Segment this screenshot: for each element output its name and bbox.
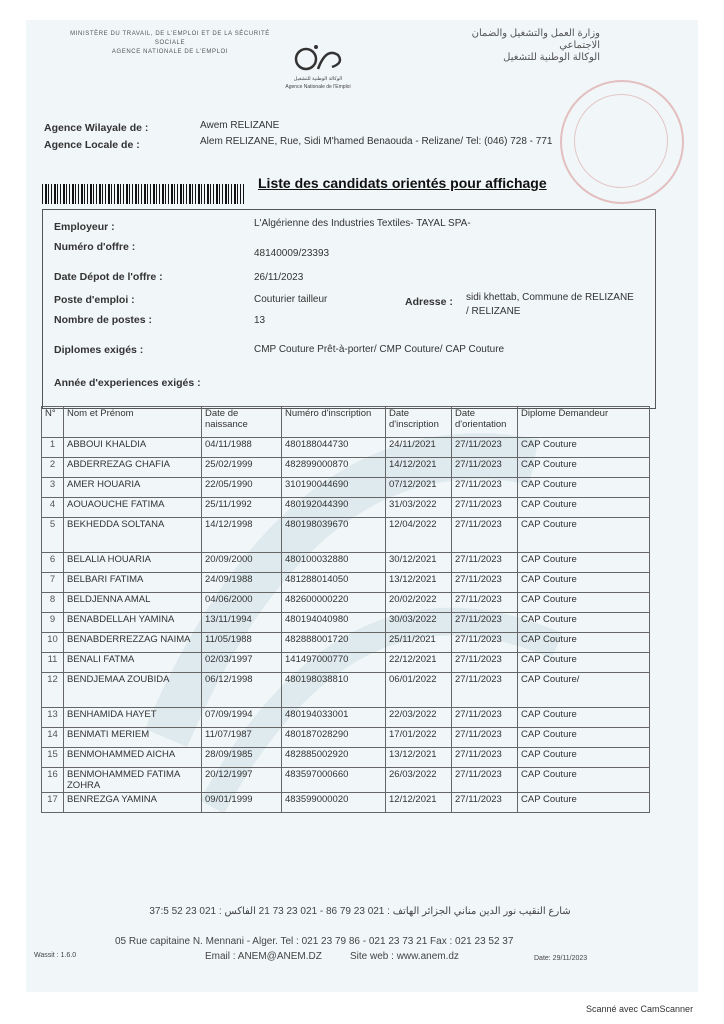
table-row <box>42 573 650 593</box>
table-body <box>42 438 650 813</box>
offer-date-label: Date Dépot de l'offre : <box>54 271 163 283</box>
cell-birthdate: 24/09/1988 <box>202 573 282 593</box>
cell-registration-number: 480188044730 <box>282 438 386 458</box>
agency-name-ar: الوكالة الوطنية للتشغيل <box>503 52 600 63</box>
logo-caption-fr: Agence Nationale de l'Emploi <box>285 84 351 90</box>
positions-value: 13 <box>254 315 266 326</box>
cell-registration-date: 25/11/2021 <box>386 633 452 653</box>
logo-caption-ar: الوكالة الوطنية للتشغيل <box>293 76 343 82</box>
cell-birthdate: 25/11/1992 <box>202 498 282 518</box>
cell-registration-date: 31/03/2022 <box>386 498 452 518</box>
cell-number: 7 <box>42 573 64 593</box>
cell-diploma: CAP Couture <box>518 748 650 768</box>
official-stamp-inner <box>574 94 668 188</box>
ministry-name-fr: MINISTÈRE DU TRAVAIL, DE L'EMPLOI ET DE LA SÉCURITÉ SOCIALE <box>70 31 270 46</box>
cell-name: BENABDELLAH YAMINA <box>64 613 202 633</box>
table-header-row <box>42 407 650 438</box>
cell-registration-number: 481288014050 <box>282 573 386 593</box>
cell-diploma: CAP Couture <box>518 708 650 728</box>
table-row <box>42 728 650 748</box>
cell-number: 15 <box>42 748 64 768</box>
cell-birthdate: 28/09/1985 <box>202 748 282 768</box>
cell-name: BENALI FATMA <box>64 653 202 673</box>
cell-registration-number: 480198039670 <box>282 518 386 553</box>
cell-registration-date: 06/01/2022 <box>386 673 452 708</box>
table-row <box>42 768 650 793</box>
table-row <box>42 653 650 673</box>
footer-website[interactable]: Site web : www.anem.dz <box>350 951 459 962</box>
cell-orientation-date: 27/11/2023 <box>452 708 518 728</box>
cell-diploma: CAP Couture <box>518 458 650 478</box>
footer-email[interactable]: Email : ANEM@ANEM.DZ <box>205 951 322 962</box>
cell-birthdate: 11/07/1987 <box>202 728 282 748</box>
cell-registration-number: 483599000020 <box>282 793 386 813</box>
cell-number: 2 <box>42 458 64 478</box>
cell-registration-number: 482885002920 <box>282 748 386 768</box>
table-row <box>42 708 650 728</box>
cell-birthdate: 06/12/1998 <box>202 673 282 708</box>
cell-name: ABBOUI KHALDIA <box>64 438 202 458</box>
cell-name: BENMOHAMMED FATIMA ZOHRA <box>64 768 202 793</box>
cell-diploma: CAP Couture <box>518 553 650 573</box>
table-row <box>42 458 650 478</box>
cell-registration-date: 07/12/2021 <box>386 478 452 498</box>
cell-orientation-date: 27/11/2023 <box>452 518 518 553</box>
cell-orientation-date: 27/11/2023 <box>452 438 518 458</box>
cell-orientation-date: 27/11/2023 <box>452 768 518 793</box>
cell-birthdate: 11/05/1988 <box>202 633 282 653</box>
cell-registration-number: 310190044690 <box>282 478 386 498</box>
post-label: Poste d'emploi : <box>54 294 135 306</box>
footer-arabic-line: شارع النقيب نور الدين مناني الجزائر الهاتف : 021 23 79 86 - 021 23 73 21 الفاكس : 021 23 52 37:5 <box>149 906 571 917</box>
table-row <box>42 593 650 613</box>
cell-birthdate: 04/11/1988 <box>202 438 282 458</box>
cell-number: 5 <box>42 518 64 553</box>
ministry-header-fr <box>70 30 270 57</box>
col-header-orientation-date: Date d'orientation <box>452 407 518 438</box>
table-row <box>42 478 650 498</box>
wilayale-value: Awem RELIZANE <box>200 120 280 131</box>
diplomas-label: Diplomes exigés : <box>54 344 144 356</box>
cell-diploma: CAP Couture <box>518 518 650 553</box>
cell-name: ABDERREZAG CHAFIA <box>64 458 202 478</box>
cell-diploma: CAP Couture <box>518 653 650 673</box>
cell-registration-date: 13/12/2021 <box>386 748 452 768</box>
col-header-name: Nom et Prénom <box>64 407 202 438</box>
col-header-registration-number: Numéro d'inscription <box>282 407 386 438</box>
cell-birthdate: 14/12/1998 <box>202 518 282 553</box>
cell-name: BELBARI FATIMA <box>64 573 202 593</box>
ministry-name-ar: وزارة العمل والتشغيل والضمان الاجتماعي <box>471 28 600 51</box>
cell-registration-date: 13/12/2021 <box>386 573 452 593</box>
cell-orientation-date: 27/11/2023 <box>452 633 518 653</box>
cell-name: BELDJENNA AMAL <box>64 593 202 613</box>
agency-name-fr: AGENCE NATIONALE DE L'EMPLOI <box>111 49 229 55</box>
cell-diploma: CAP Couture/ <box>518 673 650 708</box>
cell-name: BENABDERREZZAG NAIMA <box>64 633 202 653</box>
cell-orientation-date: 27/11/2023 <box>452 653 518 673</box>
cell-diploma: CAP Couture <box>518 593 650 613</box>
cell-orientation-date: 27/11/2023 <box>452 458 518 478</box>
cell-diploma: CAP Couture <box>518 498 650 518</box>
cell-name: BENDJEMAA ZOUBIDA <box>64 673 202 708</box>
cell-orientation-date: 27/11/2023 <box>452 498 518 518</box>
col-header-diploma: Diplome Demandeur <box>518 407 650 438</box>
address-value-2: / RELIZANE <box>466 306 521 317</box>
cell-number: 10 <box>42 633 64 653</box>
cell-registration-date: 22/12/2021 <box>386 653 452 673</box>
table-row <box>42 673 650 708</box>
cell-birthdate: 22/05/1990 <box>202 478 282 498</box>
cell-number: 16 <box>42 768 64 793</box>
scanner-credit: Scanné avec CamScanner <box>586 1004 694 1014</box>
cell-orientation-date: 27/11/2023 <box>452 553 518 573</box>
experience-label: Année d'experiences exigés : <box>54 377 201 389</box>
cell-registration-number: 482888001720 <box>282 633 386 653</box>
cell-name: BENREZGA YAMINA <box>64 793 202 813</box>
cell-registration-date: 30/12/2021 <box>386 553 452 573</box>
cell-birthdate: 07/09/1994 <box>202 708 282 728</box>
locale-label: Agence Locale de : <box>44 139 140 151</box>
offer-number-label: Numéro d'offre : <box>54 241 136 253</box>
footer-date: Date: 29/11/2023 <box>534 955 588 962</box>
offer-number-value: 48140009/23393 <box>254 248 330 259</box>
offer-date-value: 26/11/2023 <box>254 272 304 283</box>
cell-registration-date: 14/12/2021 <box>386 458 452 478</box>
table-row <box>42 633 650 653</box>
cell-registration-date: 20/02/2022 <box>386 593 452 613</box>
cell-registration-date: 24/11/2021 <box>386 438 452 458</box>
cell-diploma: CAP Couture <box>518 728 650 748</box>
cell-number: 12 <box>42 673 64 708</box>
address-value-1: sidi khettab, Commune de RELIZANE <box>466 292 634 303</box>
cell-registration-date: 22/03/2022 <box>386 708 452 728</box>
wilayale-label: Agence Wilayale de : <box>44 122 149 134</box>
cell-birthdate: 20/09/2000 <box>202 553 282 573</box>
footer-version: Wassit : 1.6.0 <box>34 952 77 959</box>
cell-registration-number: 483597000660 <box>282 768 386 793</box>
table-row <box>42 553 650 573</box>
table-row <box>42 793 650 813</box>
cell-diploma: CAP Couture <box>518 793 650 813</box>
footer-address: 05 Rue capitaine N. Mennani - Alger. Tel : 021 23 79 86 - 021 23 73 21 Fax : 021 23 52 37 <box>115 936 514 947</box>
employer-label: Employeur : <box>54 221 115 233</box>
cell-registration-number: 480192044390 <box>282 498 386 518</box>
employer-value: L'Algérienne des Industries Textiles- TAYAL SPA- <box>254 218 471 229</box>
cell-diploma: CAP Couture <box>518 768 650 793</box>
cell-orientation-date: 27/11/2023 <box>452 728 518 748</box>
cell-number: 17 <box>42 793 64 813</box>
cell-registration-number: 480198038810 <box>282 673 386 708</box>
address-label: Adresse : <box>405 296 453 308</box>
cell-registration-number: 480194033001 <box>282 708 386 728</box>
barcode <box>42 184 244 204</box>
diplomas-value: CMP Couture Prêt-à-porter/ CMP Couture/ CAP Couture <box>254 344 505 355</box>
cell-name: AMER HOUARIA <box>64 478 202 498</box>
cell-diploma: CAP Couture <box>518 438 650 458</box>
cell-birthdate: 20/12/1997 <box>202 768 282 793</box>
cell-orientation-date: 27/11/2023 <box>452 478 518 498</box>
cell-registration-date: 17/01/2022 <box>386 728 452 748</box>
cell-registration-number: 480194040980 <box>282 613 386 633</box>
cell-orientation-date: 27/11/2023 <box>452 613 518 633</box>
table-row <box>42 518 650 553</box>
col-header-birthdate: Date de naissance <box>202 407 282 438</box>
cell-registration-number: 482600000220 <box>282 593 386 613</box>
cell-registration-date: 30/03/2022 <box>386 613 452 633</box>
cell-registration-date: 12/12/2021 <box>386 793 452 813</box>
cell-orientation-date: 27/11/2023 <box>452 793 518 813</box>
ministry-header-ar <box>440 28 600 64</box>
cell-registration-number: 480187028290 <box>282 728 386 748</box>
cell-orientation-date: 27/11/2023 <box>452 593 518 613</box>
cell-diploma: CAP Couture <box>518 633 650 653</box>
cell-number: 8 <box>42 593 64 613</box>
cell-birthdate: 25/02/1999 <box>202 458 282 478</box>
cell-number: 4 <box>42 498 64 518</box>
cell-registration-number: 482899000870 <box>282 458 386 478</box>
cell-name: AOUAOUCHE FATIMA <box>64 498 202 518</box>
cell-number: 6 <box>42 553 64 573</box>
cell-registration-number: 480100032880 <box>282 553 386 573</box>
col-header-registration-date: Date d'inscription <box>386 407 452 438</box>
cell-registration-date: 26/03/2022 <box>386 768 452 793</box>
positions-label: Nombre de postes : <box>54 314 153 326</box>
candidates-table <box>41 406 650 813</box>
cell-name: BELALIA HOUARIA <box>64 553 202 573</box>
cell-orientation-date: 27/11/2023 <box>452 573 518 593</box>
cell-name: BEKHEDDA SOLTANA <box>64 518 202 553</box>
cell-birthdate: 09/01/1999 <box>202 793 282 813</box>
col-header-number: N° <box>42 407 64 438</box>
cell-birthdate: 13/11/1994 <box>202 613 282 633</box>
cell-diploma: CAP Couture <box>518 573 650 593</box>
table-row <box>42 748 650 768</box>
cell-name: BENMATI MERIEM <box>64 728 202 748</box>
cell-number: 1 <box>42 438 64 458</box>
cell-number: 11 <box>42 653 64 673</box>
cell-diploma: CAP Couture <box>518 478 650 498</box>
table-row <box>42 613 650 633</box>
table-row <box>42 498 650 518</box>
locale-value: Alem RELIZANE, Rue, Sidi M'hamed Benaouda - Relizane/ Tel: (046) 728 - 771 <box>200 136 553 147</box>
cell-number: 9 <box>42 613 64 633</box>
document-title: Liste des candidats orientés pour affichage <box>258 175 547 191</box>
cell-number: 14 <box>42 728 64 748</box>
cell-registration-date: 12/04/2022 <box>386 518 452 553</box>
cell-diploma: CAP Couture <box>518 613 650 633</box>
cell-birthdate: 02/03/1997 <box>202 653 282 673</box>
cell-birthdate: 04/06/2000 <box>202 593 282 613</box>
cell-name: BENHAMIDA HAYET <box>64 708 202 728</box>
cell-orientation-date: 27/11/2023 <box>452 748 518 768</box>
cell-name: BENMOHAMMED AICHA <box>64 748 202 768</box>
cell-orientation-date: 27/11/2023 <box>452 673 518 708</box>
cell-registration-number: 141497000770 <box>282 653 386 673</box>
cell-number: 3 <box>42 478 64 498</box>
post-value: Couturier tailleur <box>254 294 328 305</box>
table-row <box>42 438 650 458</box>
cell-number: 13 <box>42 708 64 728</box>
